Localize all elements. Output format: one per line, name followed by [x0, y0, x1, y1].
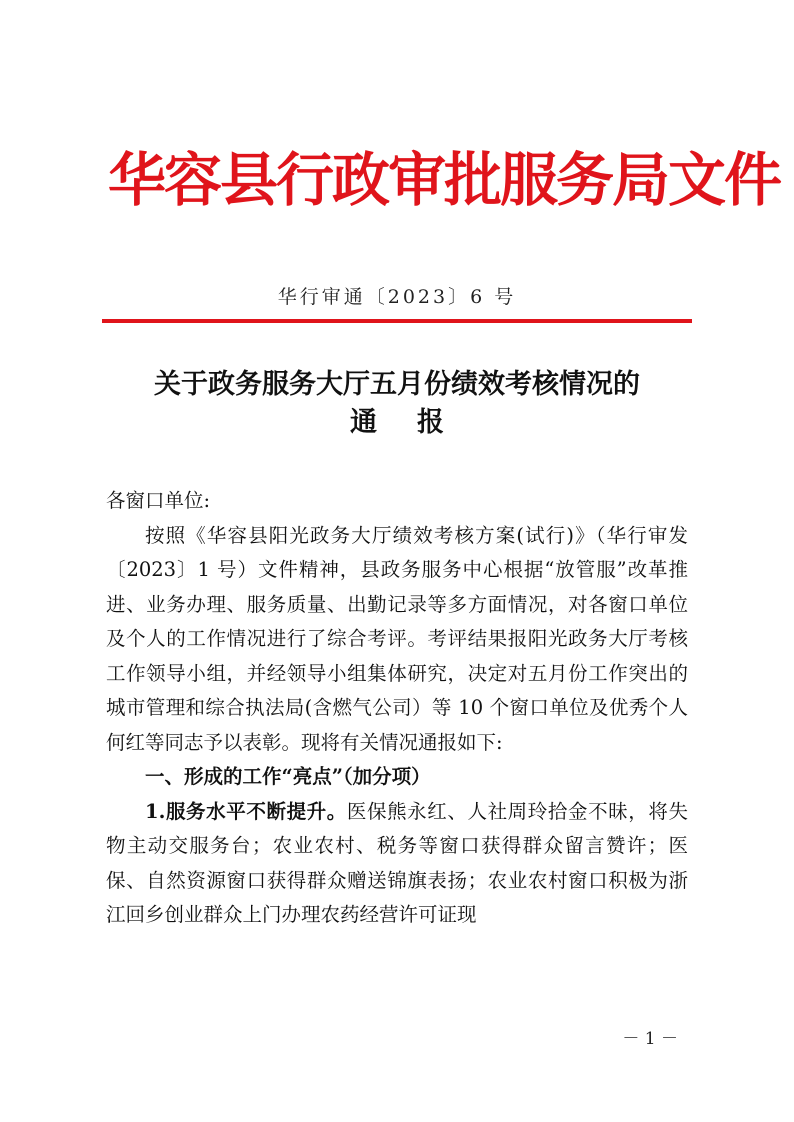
document-header-title: 华容县行政审批服务局文件	[108, 146, 781, 214]
intro-paragraph: 按照《华容县阳光政务大厅绩效考核方案(试行)》（华行审发〔2023〕1 号）文件精神，县政务服务中心根据“放管服”改革推进、业务办理、服务质量、出勤记录等多方面情况，对各窗口单位及个人的工作情况进行了综合考评。考评结果报阳光政务大厅考核工作领导小组，并经领导小组集体研究，决定对五月份工作突出的城市管理和综合执法局(含燃气公司）等 10 个窗口单位及优秀个人何红等同志予以表彰。现将有关情况通报如下:	[106, 523, 688, 754]
document-body	[106, 484, 688, 933]
item-paragraph	[106, 795, 688, 933]
notice-title-line2: 通报	[350, 407, 484, 438]
item-text: 医保熊永红、人社周玲拾金不昧，将失物主动交服务台；农业农村、税务等窗口获得群众留言赞许；医保、自然资源窗口获得群众赠送锦旗表扬；农业农村窗口积极为浙江回乡创业群众上门办理农药经营许可证现	[106, 799, 688, 926]
document-number: 华行审通〔2023〕6 号	[277, 286, 517, 308]
notice-title	[0, 366, 794, 442]
notice-title-line1: 关于政务服务大厅五月份绩效考核情况的	[154, 369, 640, 400]
red-divider-line	[102, 319, 692, 323]
section-heading: 一、形成的工作“亮点”（加分项）	[145, 765, 431, 788]
salutation: 各窗口单位:	[106, 489, 211, 512]
item-heading: 1.服务水平不断提升。	[145, 799, 347, 823]
page-number: － 1 －	[622, 1029, 678, 1049]
